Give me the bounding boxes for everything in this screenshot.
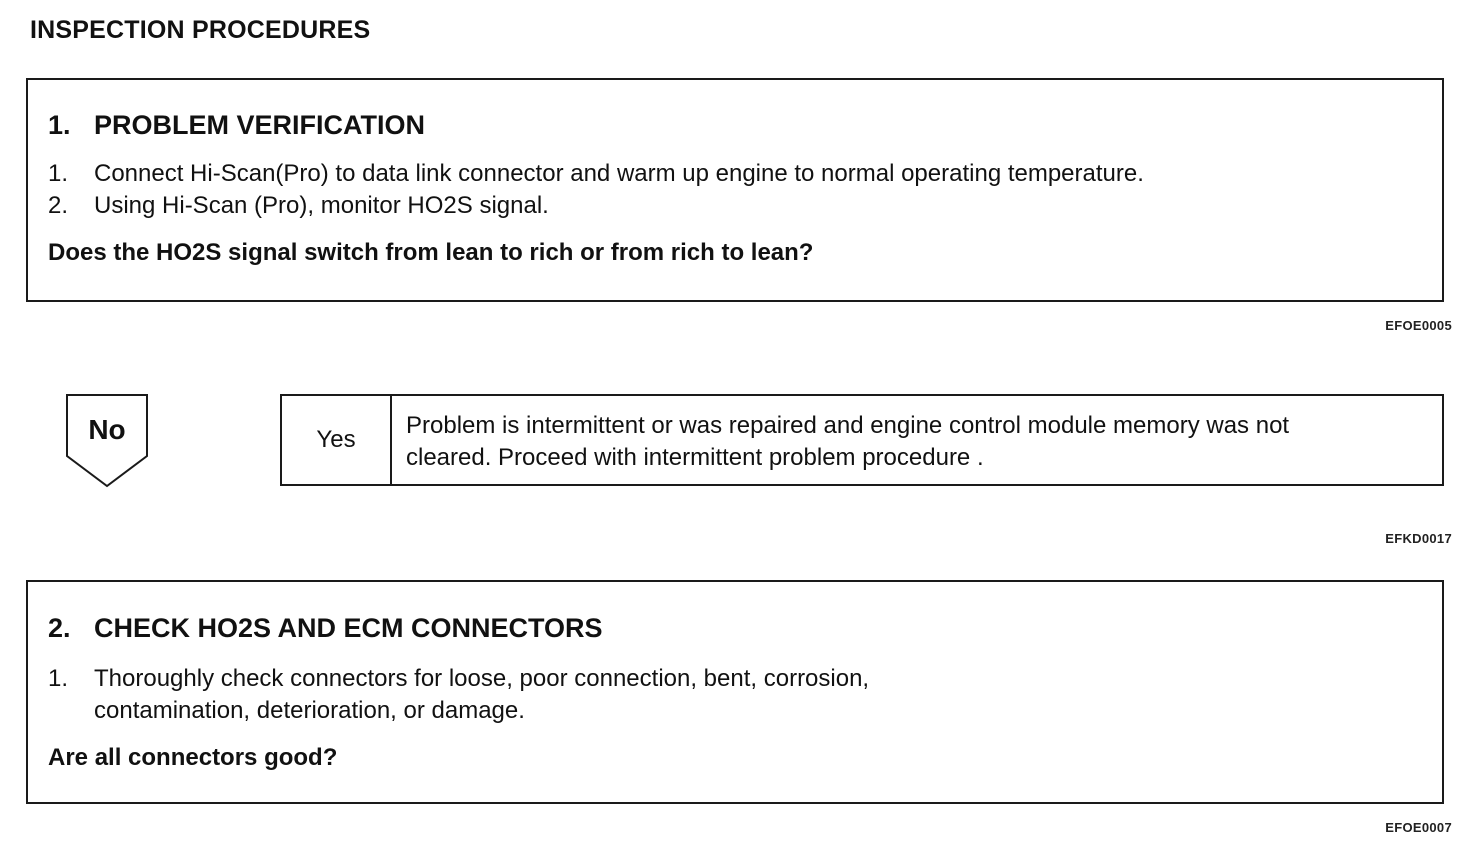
step-2-question: Are all connectors good? — [48, 744, 338, 771]
figure-code: EFKD0017 — [1385, 531, 1452, 546]
instruction-number: 2. — [48, 192, 69, 219]
instruction-number: 1. — [48, 665, 69, 692]
step-2-number: 2. — [48, 613, 71, 643]
step-1-title-text: PROBLEM VERIFICATION — [94, 110, 426, 140]
instruction-item — [48, 663, 869, 727]
step-2-instructions — [48, 663, 869, 727]
step-2-title — [48, 613, 603, 644]
instruction-text: Connect Hi-Scan(Pro) to data link connector and warm up engine to normal operating temperature. — [94, 160, 1144, 187]
instruction-line: contamination, deterioration, or damage. — [94, 697, 525, 724]
step-1-question: Does the HO2S signal switch from lean to rich or from rich to lean? — [48, 239, 814, 266]
step-2-title-text: CHECK HO2S AND ECM CONNECTORS — [94, 613, 603, 643]
instruction-text — [94, 663, 869, 727]
step-1-number: 1. — [48, 110, 71, 140]
instruction-number: 1. — [48, 160, 69, 187]
no-branch-arrow — [66, 394, 148, 488]
step-1-instructions — [48, 158, 1144, 222]
instruction-line: Thoroughly check connectors for loose, poor connection, bent, corrosion, — [94, 665, 870, 692]
page-title: INSPECTION PROCEDURES — [30, 16, 371, 44]
step-1-title — [48, 110, 425, 141]
instruction-item — [48, 190, 1144, 222]
yes-branch-text: Problem is intermittent or was repaired and engine control module memory was not cleared. Proceed with intermittent problem procedure . — [406, 412, 1290, 471]
yes-branch-box — [280, 394, 1444, 486]
instruction-text: Using Hi-Scan (Pro), monitor HO2S signal. — [94, 192, 549, 219]
figure-code: EFOE0005 — [1385, 318, 1452, 333]
yes-label: Yes — [282, 396, 392, 484]
step-2-box — [26, 580, 1444, 804]
step-1-box — [26, 78, 1444, 302]
no-label: No — [88, 414, 126, 445]
instruction-item — [48, 158, 1144, 190]
figure-code: EFOE0007 — [1385, 820, 1452, 835]
